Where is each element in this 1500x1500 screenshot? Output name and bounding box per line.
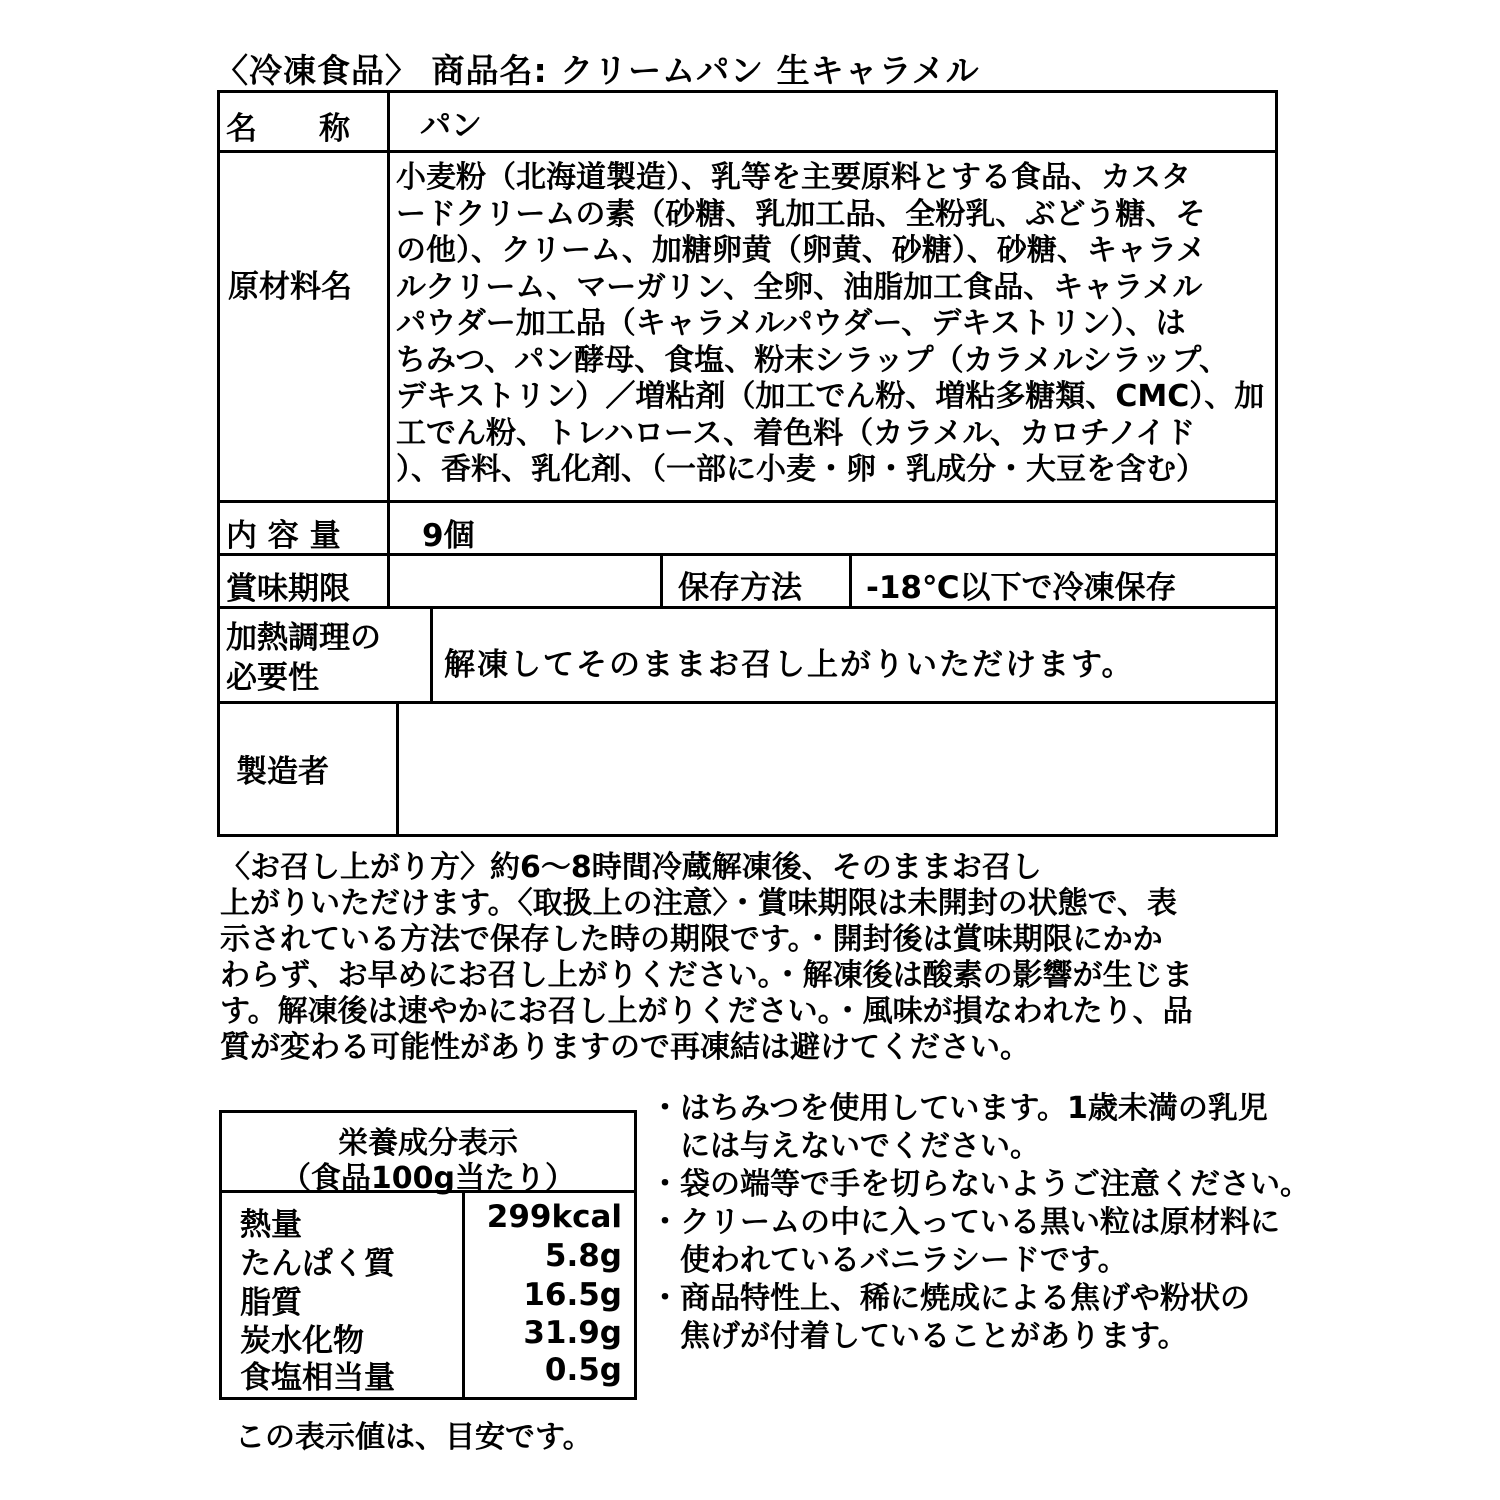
column-divider — [396, 701, 399, 837]
notes-line: 示されている方法で保存した時の期限です。・開封後は賞味期限にかか — [220, 922, 1163, 957]
bullet-line: ・袋の端等で手を切らないようご注意ください。 — [650, 1167, 1310, 1202]
nutrition-row-name: 熱量 — [240, 1207, 302, 1243]
storage-value: -18℃以下で冷凍保存 — [866, 570, 1177, 606]
content-value: 9個 — [422, 518, 475, 554]
name-value: パン — [420, 108, 482, 144]
nutrition-column-divider — [462, 1190, 465, 1400]
ingredients-list — [396, 160, 1276, 489]
column-divider — [849, 553, 852, 606]
nutrition-row-value: 5.8g — [544, 1238, 622, 1274]
ingredients-line: ルクリーム、マーガリン、全卵、油脂加工食品、キャラメル — [396, 269, 1203, 305]
nutrition-row-value: 299kcal — [486, 1199, 622, 1235]
row-divider — [217, 701, 1278, 704]
bullet-line: ・クリームの中に入っている黒い粒は原材料に — [650, 1205, 1280, 1240]
caution-bullets — [650, 1090, 1310, 1356]
name-label: 名 称 — [226, 111, 350, 147]
nutrition-row-value: 0.5g — [544, 1352, 622, 1388]
ingredients-line: の他）、クリーム、加糖卵黄（卵黄、砂糖）、砂糖、キャラメ — [396, 233, 1206, 268]
notes-line: わらず、お早めにお召し上がりください。・解凍後は酸素の影響が生じま — [220, 958, 1193, 993]
notes-line: 上がりいただけます。〈取扱上の注意〉・賞味期限は未開封の状態で、表 — [220, 886, 1177, 921]
notes-line: す。解凍後は速やかにお召し上がりください。・風味が損なわれたり、品 — [220, 994, 1193, 1029]
column-divider — [387, 553, 390, 606]
footer-note: この表示値は、目安です。 — [235, 1420, 593, 1455]
nutrition-subtitle: （食品100g当たり） — [280, 1161, 576, 1196]
nutrition-row-name: 脂質 — [240, 1285, 302, 1321]
column-divider — [387, 90, 390, 553]
product-header-title: 〈冷凍食品〉 商品名: クリームパン 生キャラメル — [215, 51, 980, 90]
manufacturer-label: 製造者 — [236, 754, 329, 790]
storage-label: 保存方法 — [678, 570, 802, 606]
nutrition-title: 栄養成分表示 — [338, 1126, 518, 1161]
bullet-line: 使われているバニラシードです。 — [650, 1243, 1128, 1278]
column-divider — [660, 553, 663, 606]
ingredients-label: 原材料名 — [228, 269, 352, 305]
column-divider — [430, 606, 433, 701]
heating-label-line: 加熱調理の — [226, 620, 381, 656]
ingredients-line: パウダー加工品（キャラメルパウダー、デキストリン）、は — [396, 306, 1186, 341]
ingredients-line: 工でん粉、トレハロース、着色料（カラメル、カロチノイド — [396, 415, 1196, 451]
ingredients-line: 小麦粉（北海道製造）、乳等を主要原料とする食品、カスタ — [396, 160, 1191, 195]
row-divider — [217, 553, 1278, 556]
notes-line: 質が変わる可能性がありますので再凍結は避けてください。 — [220, 1030, 1030, 1065]
ingredients-line: ）、香料、乳化剤、（一部に小麦・卵・乳成分・大豆を含む） — [396, 452, 1206, 487]
nutrition-row-name: たんぱく質 — [240, 1246, 395, 1282]
row-divider — [217, 500, 1278, 503]
heating-value: 解凍してそのままお召し上がりいただけます。 — [444, 647, 1135, 683]
best-before-label: 賞味期限 — [226, 571, 350, 607]
nutrition-row-value: 31.9g — [523, 1315, 622, 1351]
ingredients-line: ちみつ、パン酵母、食塩、粉末シラップ（カラメルシラップ、 — [396, 342, 1229, 378]
bullet-line: ・商品特性上、稀に焼成による焦げや粉状の — [650, 1281, 1250, 1316]
nutrition-row-name: 食塩相当量 — [240, 1360, 395, 1396]
ingredients-line: デキストリン）／増粘剤（加工でん粉、増粘多糖類、CMC）、加 — [396, 379, 1265, 414]
bullet-line: には与えないでください。 — [650, 1129, 1040, 1164]
heating-label — [226, 618, 381, 698]
nutrition-row-name: 炭水化物 — [240, 1323, 364, 1359]
nutrition-row-value: 16.5g — [523, 1277, 622, 1313]
row-divider — [217, 150, 1278, 153]
handling-notes — [220, 850, 1193, 1066]
bullet-line: 焦げが付着していることがあります。 — [650, 1319, 1188, 1354]
bullet-line: ・はちみつを使用しています。1歳未満の乳児 — [650, 1091, 1268, 1126]
content-label: 内 容 量 — [226, 518, 341, 554]
ingredients-line: ードクリームの素（砂糖、乳加工品、全粉乳、ぶどう糖、そ — [396, 196, 1206, 232]
heating-label-line: 必要性 — [226, 660, 319, 696]
notes-line: 〈お召し上がり方〉約6～8時間冷蔵解凍後、そのままお召し — [220, 850, 1042, 885]
